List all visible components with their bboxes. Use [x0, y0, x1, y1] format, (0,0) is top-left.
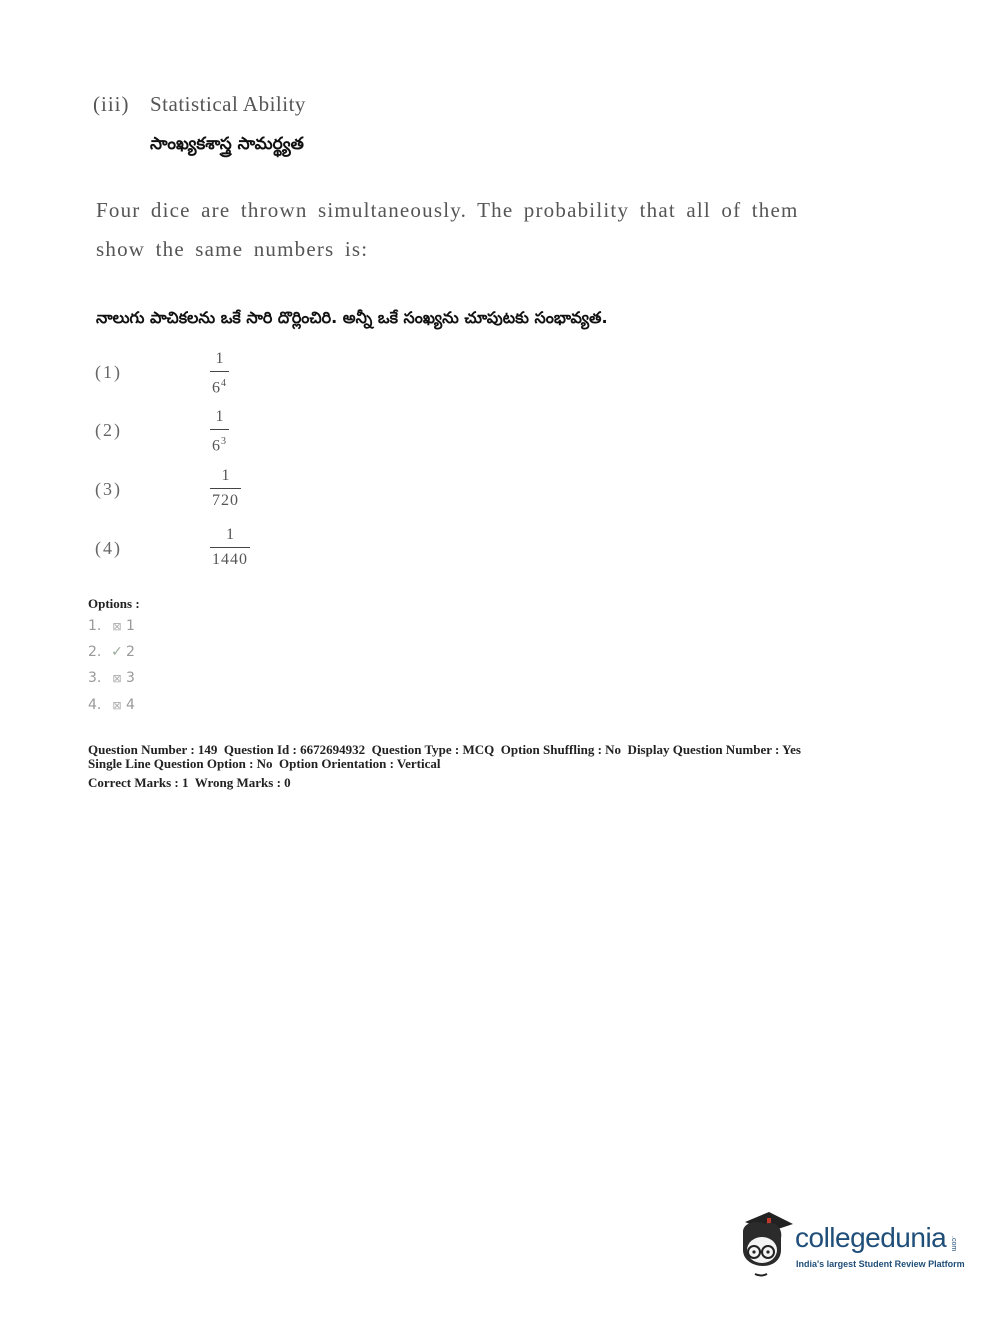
choice-fraction-4: [210, 526, 250, 569]
choice-base-2: 6: [212, 437, 221, 455]
cross-icon: ⊠: [112, 619, 122, 633]
cross-icon: ⊠: [112, 698, 122, 712]
option-index: 1.: [88, 618, 102, 634]
options-heading: Options :: [88, 596, 140, 611]
cross-icon: ⊠: [112, 671, 122, 685]
choice-label-4: (4): [95, 538, 122, 558]
fraction-bar: [210, 488, 241, 489]
choice-denominator-4: 1440: [212, 551, 248, 568]
choice-fraction-1: [210, 350, 229, 397]
choice-numerator-4: 1: [226, 526, 234, 543]
choice-numerator-2: 1: [215, 408, 224, 425]
logo-com: .com: [950, 1236, 957, 1252]
choice-exponent-2: 3: [221, 436, 227, 447]
option-row-3: [88, 670, 135, 686]
choice-denominator-2: [210, 433, 229, 455]
option-row-2: [88, 644, 135, 660]
fraction-bar: [210, 547, 250, 548]
fraction-bar: [210, 371, 229, 372]
choice-denominator-3: 720: [212, 492, 239, 509]
question-text-telugu: నాలుగు పాచికలను ఒకే సారి దొర్లించిరి. అన్నీ ఒకే సంఖ్యను చూపుటకు సంభావ్యత.: [96, 308, 608, 327]
question-meta-line-3: Correct Marks : 1 Wrong Marks : 0: [88, 775, 291, 790]
choice-label-3: (3): [95, 479, 122, 499]
option-index: 2.: [88, 644, 102, 660]
choice-numerator-1: 1: [215, 350, 224, 367]
question-meta-line-1: Question Number : 149 Question Id : 6672694932 Question Type : MCQ Option Shuffling : No Display Question Number : Yes: [88, 742, 801, 757]
fraction-bar: [210, 429, 229, 430]
section-title-telugu: సాంఖ్యకశాస్త్ర సామర్థ్యత: [150, 134, 304, 154]
logo-tagline: India's largest Student Review Platform: [796, 1259, 965, 1269]
choice-label-2: (2): [95, 420, 122, 440]
choice-denominator-1: [210, 375, 229, 397]
section-number: (iii): [93, 92, 130, 116]
question-text-line-1: Four dice are thrown simultaneously. The probability that all of them: [96, 198, 799, 222]
collegedunia-mascot-icon: [735, 1210, 795, 1280]
option-row-4: [88, 697, 135, 713]
option-index: 4.: [88, 697, 102, 713]
logo-brand: collegedunia: [795, 1222, 947, 1253]
question-meta-line-2: Single Line Question Option : No Option Orientation : Vertical: [88, 756, 441, 771]
choice-exponent-1: 4: [221, 378, 227, 389]
choice-fraction-2: [210, 408, 229, 455]
option-value: 2: [126, 644, 135, 660]
option-value: 4: [126, 697, 135, 713]
choice-fraction-3: [210, 467, 241, 510]
option-value: 1: [126, 618, 135, 634]
section-title: Statistical Ability: [150, 92, 306, 116]
choice-label-1: (1): [95, 362, 122, 382]
option-index: 3.: [88, 670, 102, 686]
option-row-1: [88, 618, 135, 634]
option-value: 3: [126, 670, 135, 686]
choice-base-1: 6: [212, 379, 221, 397]
check-icon: ✓: [111, 644, 123, 660]
choice-numerator-3: 1: [221, 467, 230, 484]
question-text-line-2: show the same numbers is:: [96, 237, 369, 261]
